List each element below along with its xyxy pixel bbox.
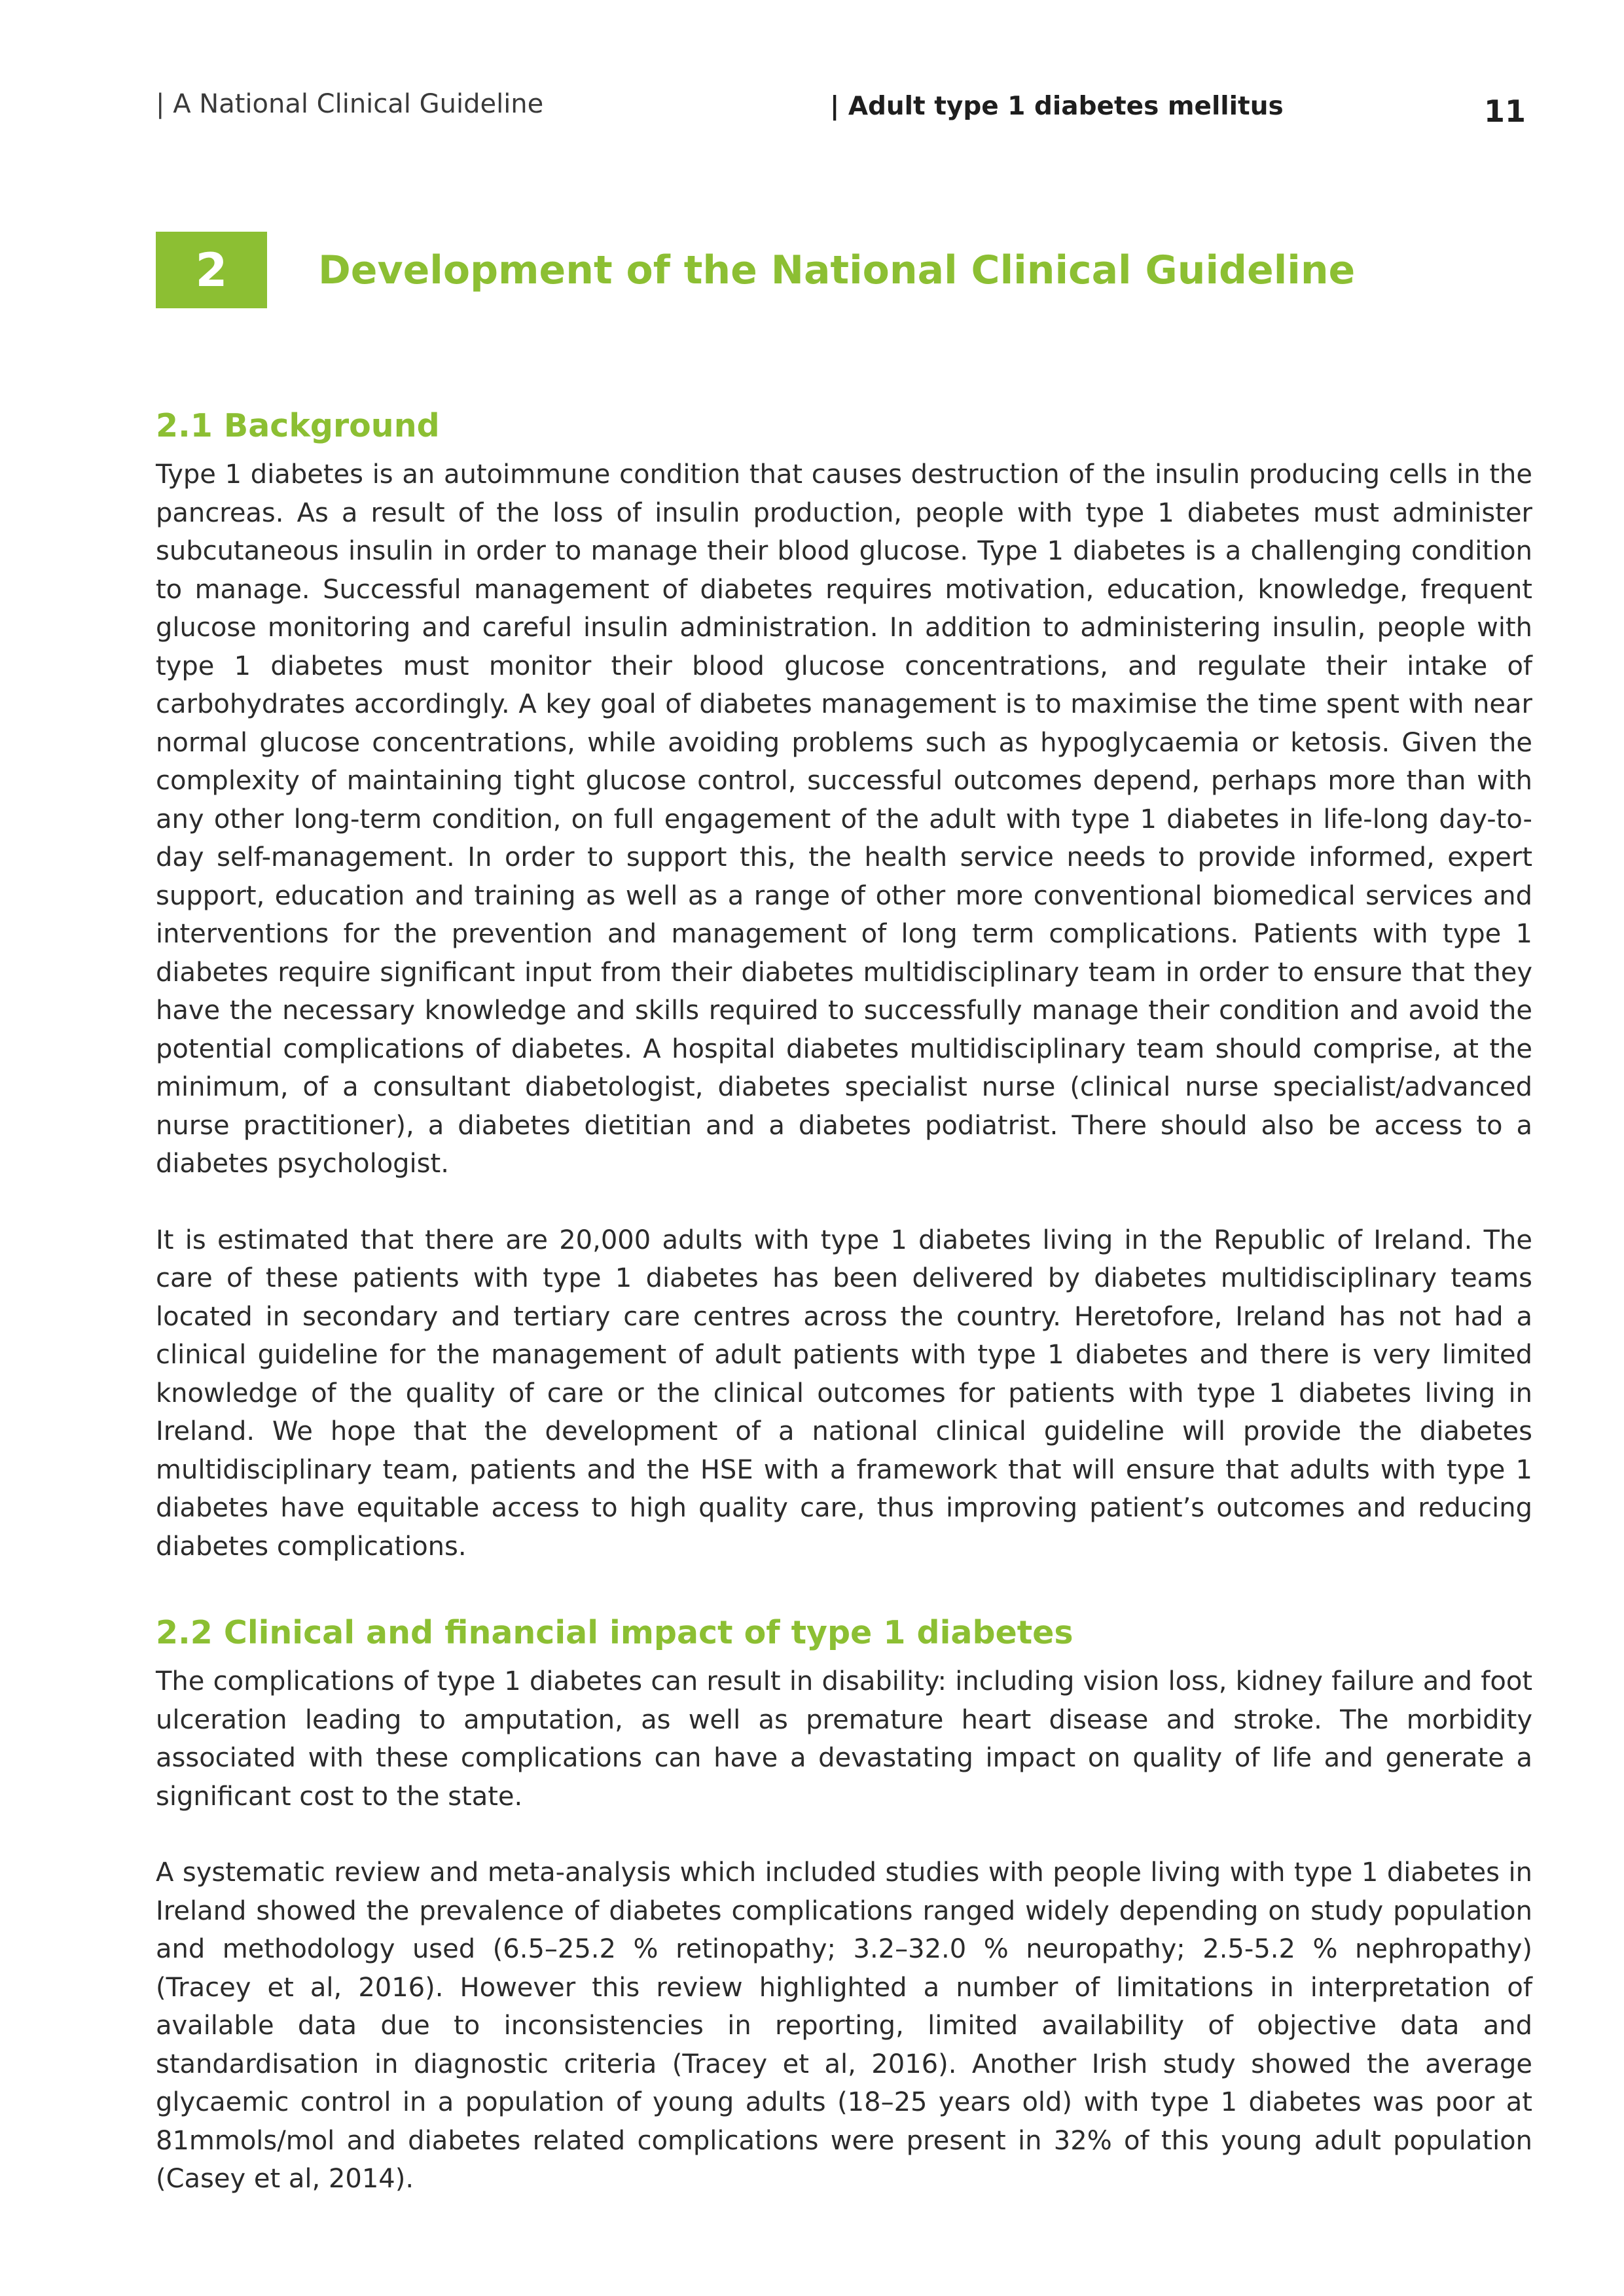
page-number: 11 xyxy=(1483,94,1526,129)
paragraph-background-2: It is estimated that there are 20,000 adults with type 1 diabetes living in the Republic of Ireland. The care of these patients with type 1 diabetes has been delivered by diabetes multidisciplinary teams located in secondary and tertiary care centres across the country. Heretofore, Ireland has not had a clinical guideline for the management of adult patients with type 1 diabetes and there is very limited knowledge of the quality of care or the clinical outcomes for patients with type 1 diabetes living in Ireland. We hope that the development of a national clinical guideline will provide the diabetes multidisciplinary team, patients and the HSE with a framework that will ensure that adults with type 1 diabetes have equitable access to high quality care, thus improving patient’s outcomes and reducing diabetes complications. xyxy=(156,1225,1532,1562)
chapter-title: Development of the National Clinical Guideline xyxy=(318,247,1356,293)
section-heading-background: 2.1 Background xyxy=(156,407,440,444)
paragraph-clinical-impact-1: The complications of type 1 diabetes can result in disability: including vision loss, kidney failure and foot ulceration leading to amputation, as well as premature heart disease and stroke. The morbidity associated with these complications can have a devastating impact on quality of life and generate a significant cost to the state. xyxy=(156,1666,1532,1812)
paragraph-clinical-impact-2: A systematic review and meta-analysis which included studies with people living with type 1 diabetes in Ireland showed the prevalence of diabetes complications ranged widely depending on study population and methodology used (6.5–25.2 % retinopathy; 3.2–32.0 % neuropathy; 2.5-5.2 % nephropathy) (Tracey et al, 2016). However this review highlighted a number of limitations in interpretation of available data due to inconsistencies in reporting, limited availability of objective data and standardisation in diagnostic criteria (Tracey et al, 2016). Another Irish study showed the average glycaemic control in a population of young adults (18–25 years old) with type 1 diabetes was poor at 81mmols/mol and diabetes related complications were present in 32% of this young adult population (Casey et al, 2014). xyxy=(156,1857,1532,2194)
running-header-left: | A National Clinical Guideline xyxy=(156,89,544,119)
section-heading-clinical-impact: 2.2 Clinical and financial impact of type 1 diabetes xyxy=(156,1614,1074,1651)
running-header-right: | Adult type 1 diabetes mellitus xyxy=(830,92,1284,121)
paragraph-background-1: Type 1 diabetes is an autoimmune condition that causes destruction of the insulin producing cells in the pancreas. As a result of the loss of insulin production, people with type 1 diabetes must administer subcutaneous insulin in order to manage their blood glucose. Type 1 diabetes is a challenging condition to manage. Successful management of diabetes requires motivation, education, knowledge, frequent glucose monitoring and careful insulin administration. In addition to administering insulin, people with type 1 diabetes must monitor their blood glucose concentrations, and regulate their intake of carbohydrates accordingly. A key goal of diabetes management is to maximise the time spent with near normal glucose concentrations, while avoiding problems such as hypoglycaemia or ketosis. Given the complexity of maintaining tight glucose control, successful outcomes depend, perhaps more than with any other long-term condition, on full engagement of the adult with type 1 diabetes in life-long day-to-day self-management. In order to support this, the health service needs to provide informed, expert support, education and training as well as a range of other more conventional biomedical services and interventions for the prevention and management of long term complications. Patients with type 1 diabetes require significant input from their diabetes multidisciplinary team in order to ensure that they have the necessary knowledge and skills required to successfully manage their condition and avoid the potential complications of diabetes. A hospital diabetes multidisciplinary team should comprise, at the minimum, of a consultant diabetologist, diabetes specialist nurse (clinical nurse specialist/advanced nurse practitioner), a diabetes dietitian and a diabetes podiatrist. There should also be access to a diabetes psychologist. xyxy=(156,459,1532,1179)
chapter-number-badge: 2 xyxy=(156,232,267,308)
main-content xyxy=(156,403,1532,2198)
